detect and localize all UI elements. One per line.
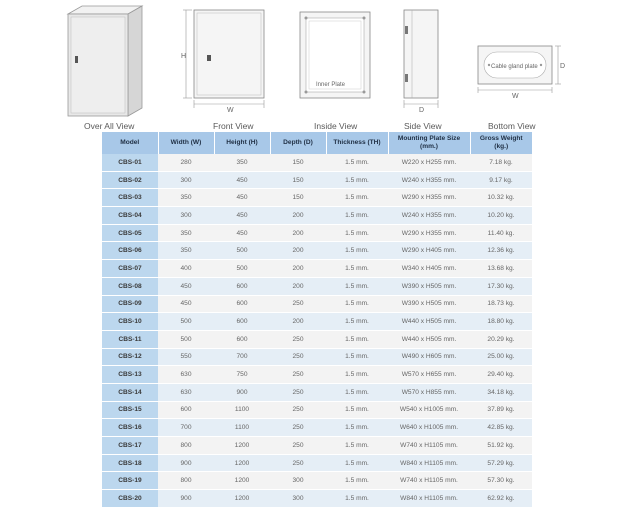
cable-gland-plate-label: Cable gland plate	[491, 64, 538, 70]
table-row	[102, 313, 532, 331]
mounting-plate-cell: W490 x H605 mm.	[388, 348, 470, 366]
gross-weight-cell: 9.17 kg.	[470, 171, 532, 189]
depth-cell: 300	[270, 490, 326, 508]
thickness-cell: 1.5 mm.	[326, 295, 388, 313]
gross-weight-cell: 62.92 kg.	[470, 490, 532, 508]
height-cell: 450	[214, 224, 270, 242]
model-cell: CBS-05	[102, 224, 158, 242]
col-header-model: Model	[102, 132, 158, 154]
height-cell: 1100	[214, 419, 270, 437]
width-cell: 300	[158, 171, 214, 189]
front-view-drawing	[180, 8, 270, 114]
height-cell: 450	[214, 189, 270, 207]
side-depth-label: D	[419, 107, 425, 114]
depth-cell: 150	[270, 154, 326, 171]
depth-cell: 250	[270, 419, 326, 437]
height-cell: 900	[214, 383, 270, 401]
table-row	[102, 348, 532, 366]
bottom-depth-label: D	[560, 63, 566, 70]
front-view-caption: Front View	[213, 121, 254, 131]
thickness-cell: 1.5 mm.	[326, 224, 388, 242]
overall-view-drawing	[66, 4, 146, 116]
inside-view-caption: Inside View	[314, 121, 358, 131]
mounting-plate-cell: W220 x H255 mm.	[388, 154, 470, 171]
thickness-cell: 1.5 mm.	[326, 348, 388, 366]
inner-plate-label: Inner Plate	[316, 82, 346, 88]
gross-weight-cell: 18.80 kg.	[470, 313, 532, 331]
col-header-mounting-plate: Mounting Plate Size (mm.)	[388, 132, 470, 154]
model-cell: CBS-17	[102, 437, 158, 455]
depth-cell: 150	[270, 189, 326, 207]
height-cell: 500	[214, 260, 270, 278]
model-cell: CBS-15	[102, 401, 158, 419]
bottom-view-drawing	[474, 44, 566, 98]
width-cell: 450	[158, 295, 214, 313]
mounting-plate-cell: W440 x H505 mm.	[388, 330, 470, 348]
front-width-label: W	[227, 107, 234, 114]
model-cell: CBS-09	[102, 295, 158, 313]
front-height-label: H	[181, 53, 187, 60]
table-row	[102, 260, 532, 278]
width-cell: 500	[158, 313, 214, 331]
model-cell: CBS-19	[102, 472, 158, 490]
thickness-cell: 1.5 mm.	[326, 171, 388, 189]
mounting-plate-cell: W340 x H405 mm.	[388, 260, 470, 278]
thickness-cell: 1.5 mm.	[326, 490, 388, 508]
thickness-cell: 1.5 mm.	[326, 242, 388, 260]
width-cell: 280	[158, 154, 214, 171]
mounting-plate-cell: W240 x H355 mm.	[388, 171, 470, 189]
height-cell: 1200	[214, 437, 270, 455]
gross-weight-cell: 10.32 kg.	[470, 189, 532, 207]
table-row	[102, 490, 532, 508]
model-cell: CBS-06	[102, 242, 158, 260]
col-header-gross-weight: Gross Weight (kg.)	[470, 132, 532, 154]
thickness-cell: 1.5 mm.	[326, 472, 388, 490]
table-row	[102, 242, 532, 260]
table-row	[102, 207, 532, 225]
mounting-plate-cell: W290 x H355 mm.	[388, 189, 470, 207]
gross-weight-cell: 57.29 kg.	[470, 454, 532, 472]
gross-weight-cell: 42.85 kg.	[470, 419, 532, 437]
table-row	[102, 366, 532, 384]
thickness-cell: 1.5 mm.	[326, 313, 388, 331]
table-row	[102, 383, 532, 401]
table-row	[102, 330, 532, 348]
width-cell: 400	[158, 260, 214, 278]
table-header-row	[102, 132, 532, 154]
thickness-cell: 1.5 mm.	[326, 383, 388, 401]
depth-cell: 250	[270, 366, 326, 384]
mounting-plate-cell: W740 x H1105 mm.	[388, 437, 470, 455]
mounting-plate-cell: W390 x H505 mm.	[388, 295, 470, 313]
height-cell: 600	[214, 295, 270, 313]
depth-cell: 200	[270, 260, 326, 278]
model-cell: CBS-04	[102, 207, 158, 225]
mounting-plate-cell: W440 x H505 mm.	[388, 313, 470, 331]
thickness-cell: 1.5 mm.	[326, 189, 388, 207]
width-cell: 550	[158, 348, 214, 366]
height-cell: 600	[214, 277, 270, 295]
thickness-cell: 1.5 mm.	[326, 366, 388, 384]
model-cell: CBS-11	[102, 330, 158, 348]
width-cell: 500	[158, 330, 214, 348]
depth-cell: 250	[270, 437, 326, 455]
thickness-cell: 1.5 mm.	[326, 419, 388, 437]
width-cell: 450	[158, 277, 214, 295]
mounting-plate-cell: W240 x H355 mm.	[388, 207, 470, 225]
depth-cell: 200	[270, 224, 326, 242]
width-cell: 630	[158, 366, 214, 384]
gross-weight-cell: 12.36 kg.	[470, 242, 532, 260]
gross-weight-cell: 20.29 kg.	[470, 330, 532, 348]
gross-weight-cell: 51.92 kg.	[470, 437, 532, 455]
table-row	[102, 437, 532, 455]
model-cell: CBS-08	[102, 277, 158, 295]
width-cell: 900	[158, 454, 214, 472]
model-cell: CBS-02	[102, 171, 158, 189]
model-cell: CBS-18	[102, 454, 158, 472]
col-header-depth: Depth (D)	[270, 132, 326, 154]
thickness-cell: 1.5 mm.	[326, 207, 388, 225]
width-cell: 350	[158, 224, 214, 242]
height-cell: 1200	[214, 472, 270, 490]
mounting-plate-cell: W570 x H855 mm.	[388, 383, 470, 401]
width-cell: 350	[158, 242, 214, 260]
model-cell: CBS-20	[102, 490, 158, 508]
depth-cell: 250	[270, 401, 326, 419]
depth-cell: 200	[270, 242, 326, 260]
col-header-thickness: Thickness (TH)	[326, 132, 388, 154]
bottom-view-caption: Bottom View	[488, 121, 536, 131]
col-header-width: Width (W)	[158, 132, 214, 154]
height-cell: 1100	[214, 401, 270, 419]
table-row	[102, 154, 532, 171]
col-header-height: Height (H)	[214, 132, 270, 154]
thickness-cell: 1.5 mm.	[326, 260, 388, 278]
gross-weight-cell: 11.40 kg.	[470, 224, 532, 242]
table-body	[102, 154, 532, 507]
mounting-plate-cell: W740 x H1105 mm.	[388, 472, 470, 490]
gross-weight-cell: 25.00 kg.	[470, 348, 532, 366]
spec-table	[102, 132, 532, 508]
model-cell: CBS-10	[102, 313, 158, 331]
depth-cell: 250	[270, 295, 326, 313]
enclosure-views	[0, 0, 622, 130]
gross-weight-cell: 37.89 kg.	[470, 401, 532, 419]
table-row	[102, 295, 532, 313]
height-cell: 450	[214, 171, 270, 189]
thickness-cell: 1.5 mm.	[326, 277, 388, 295]
height-cell: 700	[214, 348, 270, 366]
width-cell: 800	[158, 472, 214, 490]
gross-weight-cell: 57.30 kg.	[470, 472, 532, 490]
depth-cell: 300	[270, 472, 326, 490]
gross-weight-cell: 7.18 kg.	[470, 154, 532, 171]
height-cell: 1200	[214, 490, 270, 508]
model-cell: CBS-12	[102, 348, 158, 366]
model-cell: CBS-13	[102, 366, 158, 384]
depth-cell: 200	[270, 277, 326, 295]
table-row	[102, 189, 532, 207]
depth-cell: 250	[270, 454, 326, 472]
table-row	[102, 224, 532, 242]
gross-weight-cell: 10.20 kg.	[470, 207, 532, 225]
model-cell: CBS-03	[102, 189, 158, 207]
mounting-plate-cell: W540 x H1005 mm.	[388, 401, 470, 419]
side-view-caption: Side View	[404, 121, 442, 131]
mounting-plate-cell: W840 x H1105 mm.	[388, 490, 470, 508]
depth-cell: 250	[270, 330, 326, 348]
width-cell: 600	[158, 401, 214, 419]
width-cell: 800	[158, 437, 214, 455]
table-row	[102, 171, 532, 189]
thickness-cell: 1.5 mm.	[326, 454, 388, 472]
width-cell: 630	[158, 383, 214, 401]
table-row	[102, 419, 532, 437]
gross-weight-cell: 34.18 kg.	[470, 383, 532, 401]
height-cell: 600	[214, 313, 270, 331]
thickness-cell: 1.5 mm.	[326, 437, 388, 455]
mounting-plate-cell: W290 x H405 mm.	[388, 242, 470, 260]
height-cell: 1200	[214, 454, 270, 472]
model-cell: CBS-16	[102, 419, 158, 437]
width-cell: 700	[158, 419, 214, 437]
mounting-plate-cell: W840 x H1105 mm.	[388, 454, 470, 472]
gross-weight-cell: 29.40 kg.	[470, 366, 532, 384]
table-row	[102, 277, 532, 295]
depth-cell: 200	[270, 207, 326, 225]
mounting-plate-cell: W570 x H655 mm.	[388, 366, 470, 384]
height-cell: 750	[214, 366, 270, 384]
model-cell: CBS-07	[102, 260, 158, 278]
side-view-drawing	[398, 8, 448, 112]
table-row	[102, 472, 532, 490]
inside-view-drawing	[296, 10, 376, 102]
thickness-cell: 1.5 mm.	[326, 401, 388, 419]
height-cell: 350	[214, 154, 270, 171]
depth-cell: 150	[270, 171, 326, 189]
height-cell: 450	[214, 207, 270, 225]
gross-weight-cell: 18.73 kg.	[470, 295, 532, 313]
width-cell: 300	[158, 207, 214, 225]
height-cell: 600	[214, 330, 270, 348]
mounting-plate-cell: W640 x H1005 mm.	[388, 419, 470, 437]
table-row	[102, 454, 532, 472]
mounting-plate-cell: W390 x H505 mm.	[388, 277, 470, 295]
depth-cell: 250	[270, 383, 326, 401]
overall-view-caption: Over All View	[84, 121, 135, 131]
gross-weight-cell: 13.68 kg.	[470, 260, 532, 278]
mounting-plate-cell: W290 x H355 mm.	[388, 224, 470, 242]
thickness-cell: 1.5 mm.	[326, 154, 388, 171]
model-cell: CBS-01	[102, 154, 158, 171]
width-cell: 900	[158, 490, 214, 508]
depth-cell: 200	[270, 313, 326, 331]
thickness-cell: 1.5 mm.	[326, 330, 388, 348]
width-cell: 350	[158, 189, 214, 207]
table-row	[102, 401, 532, 419]
bottom-width-label: W	[512, 93, 519, 100]
depth-cell: 250	[270, 348, 326, 366]
model-cell: CBS-14	[102, 383, 158, 401]
gross-weight-cell: 17.30 kg.	[470, 277, 532, 295]
height-cell: 500	[214, 242, 270, 260]
